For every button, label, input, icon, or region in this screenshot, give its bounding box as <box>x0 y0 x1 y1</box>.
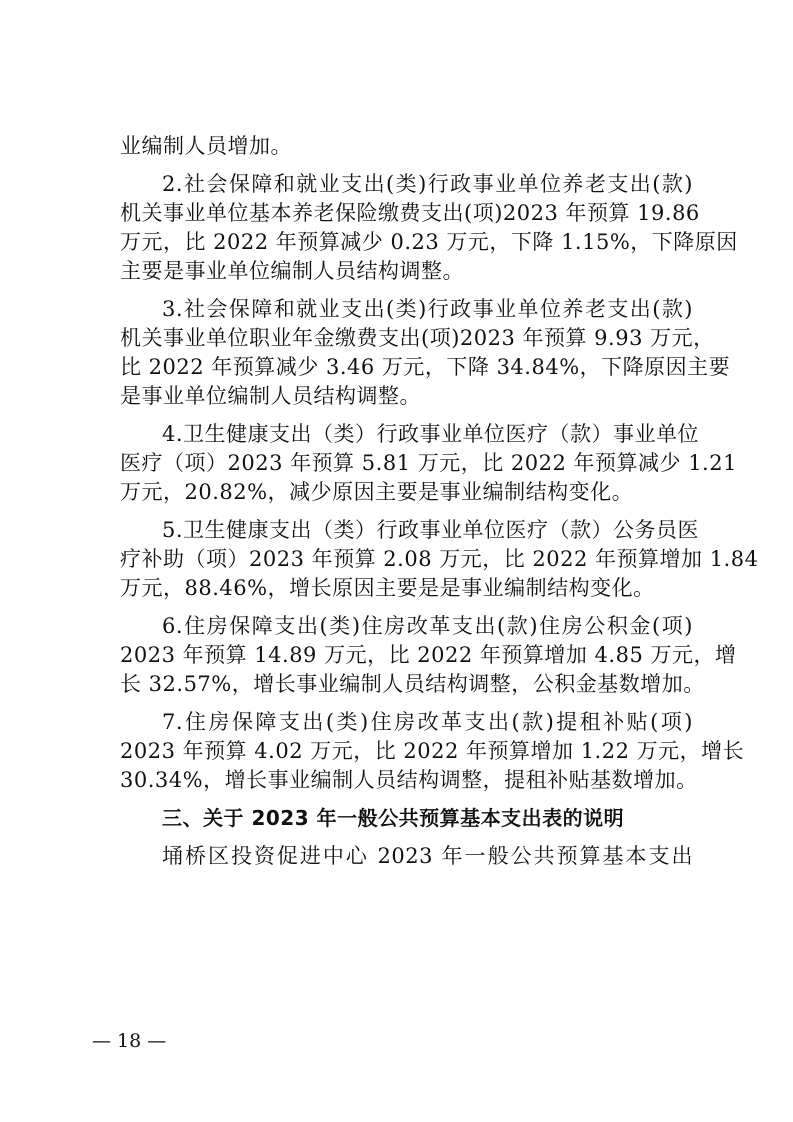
paragraph-5-line-2: 疗补助（项）2023 年预算 2.08 万元，比 2022 年预算增加 1.84 <box>120 547 759 571</box>
document-body <box>120 132 759 871</box>
paragraph-3-line-3: 比 2022 年预算减少 3.46 万元，下降 34.84%，下降原因主要 <box>120 355 731 379</box>
paragraph-5-line-3: 万元，88.46%，增长原因主要是是事业编制结构变化。 <box>120 576 655 600</box>
paragraph-6-line-1: 6.住房保障支出(类)住房改革支出(款)住房公积金(项) <box>162 614 693 638</box>
paragraph-2-line-1: 2.社会保障和就业支出(类)行政事业单位养老支出(款) <box>162 172 693 196</box>
paragraph-5-line-1: 5.卫生健康支出（类）行政事业单位医疗（款）公务员医 <box>162 518 700 542</box>
paragraph-4-line-1: 4.卫生健康支出（类）行政事业单位医疗（款）事业单位 <box>162 422 700 446</box>
paragraph-3-line-2: 机关事业单位职业年金缴费支出(项)2023 年预算 9.93 万元， <box>120 326 715 350</box>
paragraph-7-line-3: 30.34%，增长事业编制人员结构调整，提租补贴基数增加。 <box>120 768 698 792</box>
page-number: — 18 — <box>92 1030 167 1052</box>
paragraph-4-line-3: 万元，20.82%，减少原因主要是事业编制结构变化。 <box>120 480 634 504</box>
paragraph-2-line-2: 机关事业单位基本养老保险缴费支出(项)2023 年预算 19.86 <box>120 201 700 225</box>
paragraph-8-line-1: 埇桥区投资促进中心 2023 年一般公共预算基本支出 <box>162 844 693 868</box>
paragraph-4-line-2: 医疗（项）2023 年预算 5.81 万元，比 2022 年预算减少 1.21 <box>120 451 737 475</box>
paragraph-2-line-4: 主要是事业单位编制人员结构调整。 <box>120 259 464 283</box>
paragraph-6-line-3: 长 32.57%，增长事业编制人员结构调整，公积金基数增加。 <box>120 672 705 696</box>
section-heading: 三、关于 2023 年一般公共预算基本支出表的说明 <box>162 806 625 830</box>
paragraph-2-line-3: 万元，比 2022 年预算减少 0.23 万元，下降 1.15%，下降原因 <box>120 230 738 254</box>
paragraph-3-line-4: 是事业单位编制人员结构调整。 <box>120 384 421 408</box>
paragraph-6-line-2: 2023 年预算 14.89 万元，比 2022 年预算增加 4.85 万元，增 <box>120 643 737 667</box>
paragraph-7-line-2: 2023 年预算 4.02 万元，比 2022 年预算增加 1.22 万元，增长 <box>120 739 745 763</box>
paragraph-1-line-1: 业编制人员增加。 <box>120 134 292 158</box>
paragraph-3-line-1: 3.社会保障和就业支出(类)行政事业单位养老支出(款) <box>162 297 693 321</box>
paragraph-7-line-1: 7.住房保障支出(类)住房改革支出(款)提租补贴(项) <box>162 710 693 734</box>
